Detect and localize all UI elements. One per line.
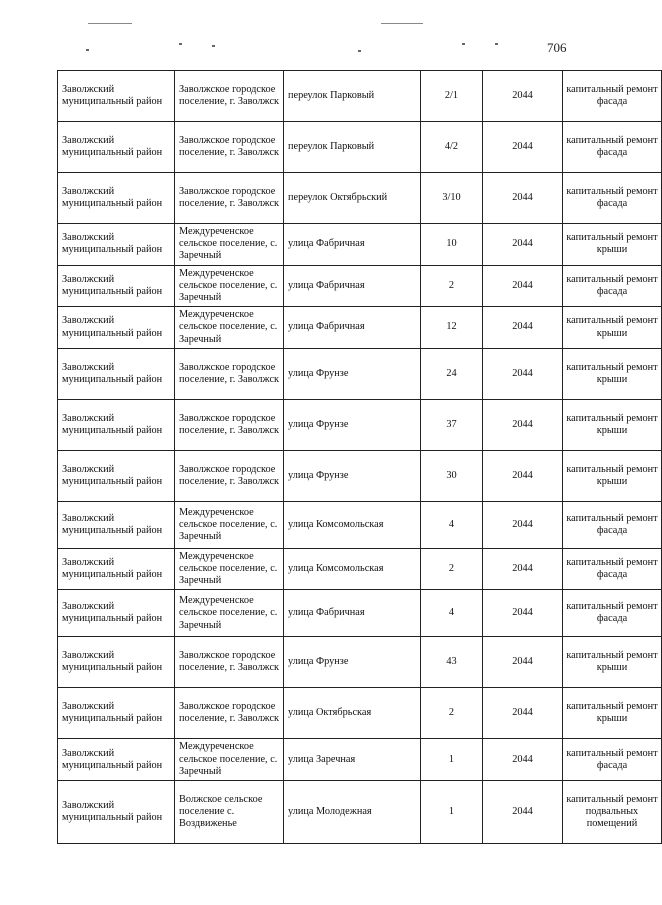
cell-work-type: капитальный ремонт крыши	[563, 224, 662, 266]
cell-settlement: Междуреченское сельское поселение, с. Заречный	[175, 739, 284, 781]
cell-house-number: 4/2	[421, 122, 483, 173]
table-row	[58, 450, 662, 501]
cell-settlement: Междуреченское сельское поселение, с. Заречный	[175, 307, 284, 349]
cell-work-type: капитальный ремонт фасада	[563, 590, 662, 637]
cell-district: Заволжский муниципальный район	[58, 688, 175, 739]
table-row	[58, 348, 662, 399]
cell-house-number: 1	[421, 739, 483, 781]
cell-district: Заволжский муниципальный район	[58, 501, 175, 548]
cell-year: 2044	[483, 637, 563, 688]
cell-work-type: капитальный ремонт фасада	[563, 173, 662, 224]
cell-district: Заволжский муниципальный район	[58, 307, 175, 349]
cell-house-number: 2	[421, 265, 483, 307]
cell-district: Заволжский муниципальный район	[58, 224, 175, 266]
cell-work-type: капитальный ремонт крыши	[563, 348, 662, 399]
cell-settlement: Заволжское городское поселение, г. Заволжск	[175, 637, 284, 688]
cell-year: 2044	[483, 450, 563, 501]
scan-artifact-dot	[495, 43, 498, 45]
cell-house-number: 43	[421, 637, 483, 688]
page-number: 706	[547, 40, 567, 55]
cell-year: 2044	[483, 307, 563, 349]
table-row	[58, 548, 662, 590]
cell-house-number: 2	[421, 548, 483, 590]
cell-year: 2044	[483, 348, 563, 399]
cell-settlement: Заволжское городское поселение, г. Заволжск	[175, 399, 284, 450]
cell-house-number: 1	[421, 781, 483, 844]
table-row	[58, 399, 662, 450]
table-row	[58, 307, 662, 349]
cell-work-type: капитальный ремонт крыши	[563, 688, 662, 739]
cell-house-number: 2	[421, 688, 483, 739]
scan-artifact-dot	[212, 45, 215, 47]
cell-district: Заволжский муниципальный район	[58, 450, 175, 501]
cell-year: 2044	[483, 265, 563, 307]
table-row	[58, 637, 662, 688]
cell-year: 2044	[483, 739, 563, 781]
cell-year: 2044	[483, 224, 563, 266]
cell-street: переулок Парковый	[284, 71, 421, 122]
cell-year: 2044	[483, 781, 563, 844]
cell-work-type: капитальный ремонт крыши	[563, 399, 662, 450]
cell-street: улица Фрунзе	[284, 450, 421, 501]
cell-settlement: Междуреченское сельское поселение, с. Заречный	[175, 224, 284, 266]
cell-work-type: капитальный ремонт фасада	[563, 71, 662, 122]
cell-settlement: Междуреченское сельское поселение, с. Заречный	[175, 590, 284, 637]
housing-repair-table	[57, 70, 662, 844]
cell-work-type: капитальный ремонт крыши	[563, 307, 662, 349]
table-row	[58, 224, 662, 266]
cell-street: улица Фабричная	[284, 307, 421, 349]
cell-street: улица Фрунзе	[284, 399, 421, 450]
cell-street: переулок Парковый	[284, 122, 421, 173]
cell-district: Заволжский муниципальный район	[58, 637, 175, 688]
cell-house-number: 37	[421, 399, 483, 450]
cell-year: 2044	[483, 688, 563, 739]
scan-artifact-dot	[179, 43, 182, 45]
cell-house-number: 10	[421, 224, 483, 266]
cell-street: переулок Октябрьский	[284, 173, 421, 224]
cell-house-number: 4	[421, 590, 483, 637]
cell-house-number: 12	[421, 307, 483, 349]
cell-year: 2044	[483, 548, 563, 590]
cell-district: Заволжский муниципальный район	[58, 781, 175, 844]
cell-settlement: Междуреченское сельское поселение, с. Заречный	[175, 265, 284, 307]
cell-district: Заволжский муниципальный район	[58, 590, 175, 637]
scan-artifact-line	[88, 23, 132, 24]
table-row	[58, 501, 662, 548]
cell-house-number: 4	[421, 501, 483, 548]
cell-work-type: капитальный ремонт подвальных помещений	[563, 781, 662, 844]
cell-work-type: капитальный ремонт фасада	[563, 548, 662, 590]
cell-street: улица Фрунзе	[284, 637, 421, 688]
cell-year: 2044	[483, 173, 563, 224]
cell-district: Заволжский муниципальный район	[58, 399, 175, 450]
cell-district: Заволжский муниципальный район	[58, 265, 175, 307]
cell-district: Заволжский муниципальный район	[58, 348, 175, 399]
cell-settlement: Междуреченское сельское поселение, с. Заречный	[175, 501, 284, 548]
cell-house-number: 2/1	[421, 71, 483, 122]
cell-year: 2044	[483, 399, 563, 450]
table-row	[58, 688, 662, 739]
cell-work-type: капитальный ремонт фасада	[563, 501, 662, 548]
cell-street: улица Комсомольская	[284, 501, 421, 548]
cell-street: улица Фабричная	[284, 224, 421, 266]
cell-district: Заволжский муниципальный район	[58, 122, 175, 173]
cell-district: Заволжский муниципальный район	[58, 548, 175, 590]
scan-artifact-dot	[462, 43, 465, 45]
cell-work-type: капитальный ремонт крыши	[563, 637, 662, 688]
cell-street: улица Молодежная	[284, 781, 421, 844]
cell-district: Заволжский муниципальный район	[58, 173, 175, 224]
cell-street: улица Фабричная	[284, 590, 421, 637]
cell-house-number: 30	[421, 450, 483, 501]
scan-artifact-dot	[358, 50, 361, 52]
cell-settlement: Заволжское городское поселение, г. Заволжск	[175, 688, 284, 739]
cell-street: улица Фрунзе	[284, 348, 421, 399]
scan-artifact-dot	[86, 49, 89, 51]
cell-settlement: Междуреченское сельское поселение, с. Заречный	[175, 548, 284, 590]
cell-year: 2044	[483, 122, 563, 173]
cell-settlement: Заволжское городское поселение, г. Заволжск	[175, 348, 284, 399]
cell-district: Заволжский муниципальный район	[58, 739, 175, 781]
table-row	[58, 265, 662, 307]
table-row	[58, 590, 662, 637]
cell-year: 2044	[483, 590, 563, 637]
cell-settlement: Заволжское городское поселение, г. Заволжск	[175, 173, 284, 224]
cell-work-type: капитальный ремонт фасада	[563, 265, 662, 307]
cell-settlement: Заволжское городское поселение, г. Заволжск	[175, 450, 284, 501]
table-row	[58, 781, 662, 844]
cell-house-number: 3/10	[421, 173, 483, 224]
cell-street: улица Октябрьская	[284, 688, 421, 739]
table-row	[58, 71, 662, 122]
cell-settlement: Заволжское городское поселение, г. Заволжск	[175, 71, 284, 122]
scan-artifact-line	[381, 23, 423, 24]
cell-work-type: капитальный ремонт крыши	[563, 450, 662, 501]
table-row	[58, 122, 662, 173]
cell-house-number: 24	[421, 348, 483, 399]
cell-year: 2044	[483, 71, 563, 122]
cell-district: Заволжский муниципальный район	[58, 71, 175, 122]
cell-settlement: Заволжское городское поселение, г. Заволжск	[175, 122, 284, 173]
cell-settlement: Волжское сельское поселение с. Воздвиженье	[175, 781, 284, 844]
table-row	[58, 173, 662, 224]
cell-street: улица Комсомольская	[284, 548, 421, 590]
cell-year: 2044	[483, 501, 563, 548]
cell-work-type: капитальный ремонт фасада	[563, 122, 662, 173]
cell-street: улица Фабричная	[284, 265, 421, 307]
table-row	[58, 739, 662, 781]
cell-work-type: капитальный ремонт фасада	[563, 739, 662, 781]
cell-street: улица Заречная	[284, 739, 421, 781]
